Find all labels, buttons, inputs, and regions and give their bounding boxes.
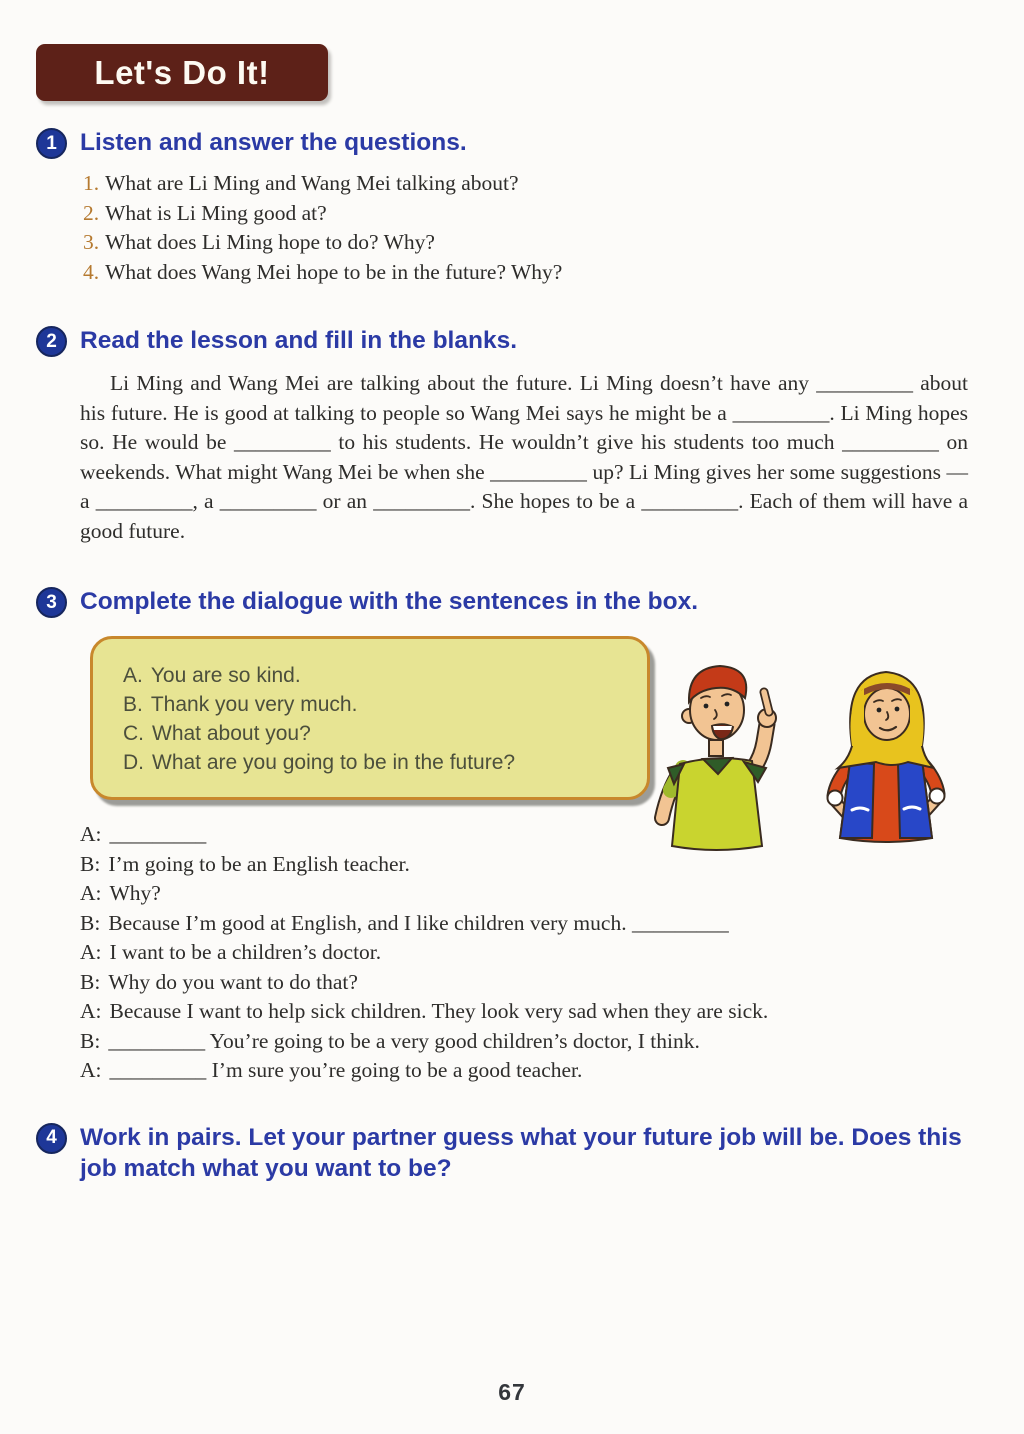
page-number: 67 bbox=[498, 1379, 526, 1405]
question-text: What does Wang Mei hope to be in the future? Why? bbox=[105, 259, 563, 284]
speaker-label: B: bbox=[80, 851, 101, 876]
speaker-label: B: bbox=[80, 910, 101, 935]
dialogue-text: Why do you want to do that? bbox=[108, 969, 358, 994]
dialogue-text: _________ bbox=[109, 822, 207, 846]
question-item bbox=[83, 228, 988, 258]
activity1-header bbox=[36, 127, 988, 159]
dialogue-text: I want to be a children’s doctor. bbox=[109, 940, 382, 964]
sentence-option bbox=[123, 748, 627, 777]
option-text: Thank you very much. bbox=[150, 693, 358, 716]
fill-in-blanks-paragraph: Li Ming and Wang Mei are talking about the future. Li Ming doesn’t have any _________ about his future. He is good at talking to people so Wang Mei says he might be a _________. Li Ming hopes so. He would be _________ to his students. He wouldn’t give his students too much _________ on weekends. What might Wang Mei be when she _________ up? Li Ming gives her some suggestions — a _________, a _________ or an _________. She hopes to be a _________. Each of them will have a good future. bbox=[80, 371, 968, 543]
question-item bbox=[83, 258, 988, 288]
option-label: C. bbox=[123, 722, 144, 745]
speaker-label: A: bbox=[80, 999, 102, 1023]
activity1-title: Listen and answer the questions. bbox=[80, 129, 467, 156]
activity4-title: Work in pairs. Let your partner guess what your future job will be. Does this job match what you want to be? bbox=[80, 1123, 962, 1183]
activity3-content bbox=[36, 636, 988, 1086]
activity3-number-badge: 3 bbox=[36, 587, 67, 618]
activity4-number-badge: 4 bbox=[36, 1123, 67, 1154]
question-item bbox=[83, 199, 988, 229]
option-text: What are you going to be in the future? bbox=[152, 751, 516, 774]
sentence-option bbox=[123, 661, 627, 690]
activity3-header bbox=[36, 586, 988, 618]
activity2-header bbox=[36, 325, 988, 357]
activity1-number-badge: 1 bbox=[36, 128, 67, 159]
speaker-label: B: bbox=[80, 1028, 101, 1053]
sentence-option bbox=[123, 690, 627, 719]
question-number: 1. bbox=[83, 171, 100, 195]
speaker-label: A: bbox=[80, 822, 102, 846]
option-text: You are so kind. bbox=[150, 664, 301, 687]
option-text: What about you? bbox=[152, 722, 311, 745]
children-talking-illustration bbox=[640, 650, 960, 862]
option-label: B. bbox=[123, 693, 143, 716]
dialogue-text: I’m going to be an English teacher. bbox=[108, 851, 410, 876]
sentence-box bbox=[90, 636, 650, 800]
speaker-label: A: bbox=[80, 940, 102, 964]
question-text: What does Li Ming hope to do? Why? bbox=[105, 230, 435, 254]
question-number: 4. bbox=[83, 259, 100, 284]
activity2-number-badge: 2 bbox=[36, 326, 67, 357]
speaker-label: A: bbox=[80, 881, 102, 905]
speaker-label: B: bbox=[80, 969, 101, 994]
dialogue-line bbox=[80, 1056, 988, 1086]
question-item bbox=[83, 169, 988, 199]
dialogue-line bbox=[80, 997, 988, 1027]
boy-illustration bbox=[662, 666, 776, 850]
girl-illustration bbox=[828, 672, 945, 842]
activity3-title: Complete the dialogue with the sentences in the box. bbox=[80, 588, 699, 615]
question-text: What are Li Ming and Wang Mei talking about? bbox=[105, 171, 519, 195]
speaker-label: A: bbox=[80, 1058, 102, 1082]
option-label: D. bbox=[123, 751, 144, 774]
dialogue-line bbox=[80, 879, 988, 909]
dialogue-line bbox=[80, 909, 988, 939]
dialogue-text: Because I want to help sick children. They look very sad when they are sick. bbox=[109, 999, 769, 1023]
dialogue-line bbox=[80, 968, 988, 998]
banner-label: Let's Do It! bbox=[94, 53, 270, 91]
dialogue-text: Why? bbox=[109, 881, 161, 905]
sentence-option bbox=[123, 719, 627, 748]
lets-do-it-banner bbox=[36, 44, 328, 101]
textbook-page bbox=[0, 44, 1024, 1434]
dialogue-text: Because I’m good at English, and I like children very much. _________ bbox=[108, 910, 729, 935]
question-text: What is Li Ming good at? bbox=[105, 200, 327, 225]
dialogue-text: _________ You’re going to be a very good children’s doctor, I think. bbox=[108, 1028, 700, 1053]
activity1-question-list bbox=[83, 169, 988, 287]
activity2-title: Read the lesson and fill in the blanks. bbox=[80, 327, 518, 354]
dialogue-line bbox=[80, 938, 988, 968]
activity4-header bbox=[36, 1122, 988, 1186]
dialogue-text: _________ I’m sure you’re going to be a good teacher. bbox=[109, 1058, 583, 1082]
option-label: A. bbox=[123, 664, 143, 687]
dialogue-line bbox=[80, 1027, 988, 1057]
question-number: 2. bbox=[83, 200, 100, 225]
question-number: 3. bbox=[83, 230, 100, 254]
